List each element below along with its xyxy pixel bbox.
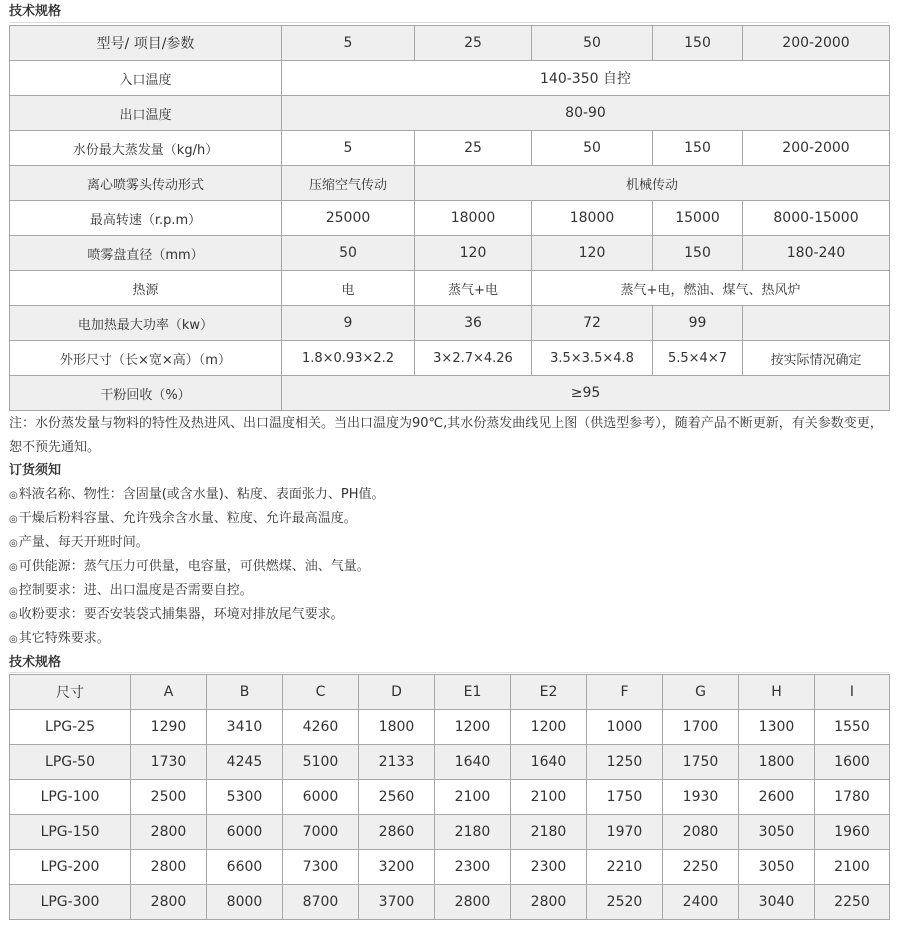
row-label: 离心喷雾头传动形式 — [10, 166, 282, 201]
table-row — [10, 166, 890, 201]
table-cell: 120 — [532, 236, 653, 271]
list-item: ◎干燥后粉料容量、允许残余含水量、粒度、允许最高温度。 — [9, 511, 357, 526]
model-cell: LPG-150 — [10, 815, 131, 850]
spec-table — [9, 25, 890, 411]
table-cell: 80-90 — [282, 96, 890, 131]
table-cell: 2560 — [359, 780, 435, 815]
bullet-icon: ◎ — [9, 514, 18, 525]
heading-divider — [9, 22, 889, 23]
table-row — [10, 271, 890, 306]
table-cell: 2250 — [815, 885, 890, 920]
table-cell: 2100 — [511, 780, 587, 815]
table-cell: 8000 — [207, 885, 283, 920]
table-cell: 140-350 自控 — [282, 61, 890, 96]
table-cell: 1750 — [663, 745, 739, 780]
spec-heading: 技术规格 — [9, 4, 62, 19]
table-cell: 2180 — [511, 815, 587, 850]
header-cell: E1 — [435, 675, 511, 710]
table-cell: 5300 — [207, 780, 283, 815]
row-label: 最高转速（r.p.m） — [10, 201, 282, 236]
spec-header-row — [10, 26, 890, 61]
list-item: ◎可供能源：蒸气压力可供量，电容量，可供燃煤、油、气量。 — [9, 559, 370, 574]
table-cell: 2520 — [587, 885, 663, 920]
model-cell: LPG-50 — [10, 745, 131, 780]
table-cell: 5100 — [283, 745, 359, 780]
bullet-icon: ◎ — [9, 562, 18, 573]
model-cell: LPG-300 — [10, 885, 131, 920]
header-cell: F — [587, 675, 663, 710]
header-cell: H — [739, 675, 815, 710]
table-cell: 按实际情况确定 — [743, 341, 890, 376]
row-label: 出口温度 — [10, 96, 282, 131]
dim-table-body — [10, 710, 890, 920]
bullet-icon: ◎ — [9, 634, 18, 645]
table-cell: 1.8×0.93×2.2 — [282, 341, 415, 376]
table-cell: 180-240 — [743, 236, 890, 271]
table-cell: 25 — [415, 131, 532, 166]
table-row — [10, 745, 890, 780]
table-row — [10, 306, 890, 341]
bullet-icon: ◎ — [9, 538, 18, 549]
table-cell: 15000 — [653, 201, 743, 236]
table-cell: 7300 — [283, 850, 359, 885]
row-label: 电加热最大功率（kw） — [10, 306, 282, 341]
table-cell: 8700 — [283, 885, 359, 920]
header-cell: I — [815, 675, 890, 710]
table-cell: 3410 — [207, 710, 283, 745]
table-cell: 压缩空气传动 — [282, 166, 415, 201]
table-row — [10, 61, 890, 96]
list-item: ◎控制要求：进、出口温度是否需要自控。 — [9, 583, 253, 598]
header-cell: 150 — [653, 26, 743, 61]
table-row — [10, 341, 890, 376]
table-cell: 1750 — [587, 780, 663, 815]
table-cell: 4245 — [207, 745, 283, 780]
table-cell: 1970 — [587, 815, 663, 850]
table-cell: 2300 — [511, 850, 587, 885]
table-cell: 2400 — [663, 885, 739, 920]
table-cell: 1600 — [815, 745, 890, 780]
row-label: 干粉回收（%） — [10, 376, 282, 411]
table-cell: 9 — [282, 306, 415, 341]
table-cell: 7000 — [283, 815, 359, 850]
model-cell: LPG-100 — [10, 780, 131, 815]
table-cell: 200-2000 — [743, 131, 890, 166]
table-cell: 1780 — [815, 780, 890, 815]
bullet-icon: ◎ — [9, 586, 18, 597]
table-cell: 3200 — [359, 850, 435, 885]
table-cell: 机械传动 — [415, 166, 890, 201]
list-item: ◎其它特殊要求。 — [9, 631, 110, 646]
table-cell: 5.5×4×7 — [653, 341, 743, 376]
table-cell: 1200 — [435, 710, 511, 745]
table-cell: 6000 — [283, 780, 359, 815]
header-cell: 25 — [415, 26, 532, 61]
header-cell: 50 — [532, 26, 653, 61]
table-cell: 18000 — [532, 201, 653, 236]
table-cell: 2800 — [435, 885, 511, 920]
spec-note: 注：水份蒸发量与物料的特性及热进风、出口温度相关。当出口温度为90℃,其水份蒸发曲线见上图（供选型参考），随着产品不断更新，有关参数变更，恕不预先通知。 — [9, 416, 883, 455]
table-cell: 18000 — [415, 201, 532, 236]
table-cell: 25000 — [282, 201, 415, 236]
model-cell: LPG-25 — [10, 710, 131, 745]
header-cell: G — [663, 675, 739, 710]
heading-divider — [9, 672, 889, 673]
dimension-table — [9, 674, 890, 920]
header-cell: 5 — [282, 26, 415, 61]
table-cell: 2300 — [435, 850, 511, 885]
dim-heading: 技术规格 — [9, 655, 62, 670]
table-cell: 2800 — [131, 850, 207, 885]
table-row — [10, 815, 890, 850]
table-cell: 3050 — [739, 815, 815, 850]
table-row — [10, 780, 890, 815]
table-cell: 99 — [653, 306, 743, 341]
table-cell: 3.5×3.5×4.8 — [532, 341, 653, 376]
table-cell: 1200 — [511, 710, 587, 745]
table-cell: 50 — [282, 236, 415, 271]
table-cell: 4260 — [283, 710, 359, 745]
table-row — [10, 201, 890, 236]
header-cell: 型号/ 项目/参数 — [10, 26, 282, 61]
table-cell: 2180 — [435, 815, 511, 850]
table-cell: 2100 — [435, 780, 511, 815]
header-cell: C — [283, 675, 359, 710]
table-cell — [743, 306, 890, 341]
header-cell: 200-2000 — [743, 26, 890, 61]
table-cell: 电 — [282, 271, 415, 306]
table-cell: 1700 — [663, 710, 739, 745]
table-cell: 3040 — [739, 885, 815, 920]
bullet-icon: ◎ — [9, 490, 18, 501]
table-row — [10, 131, 890, 166]
table-row — [10, 885, 890, 920]
table-cell: 6600 — [207, 850, 283, 885]
table-cell: 2600 — [739, 780, 815, 815]
table-cell: 6000 — [207, 815, 283, 850]
table-row — [10, 376, 890, 411]
table-cell: 36 — [415, 306, 532, 341]
table-cell: 8000-15000 — [743, 201, 890, 236]
table-row — [10, 236, 890, 271]
table-cell: 2133 — [359, 745, 435, 780]
table-row — [10, 710, 890, 745]
row-label: 热源 — [10, 271, 282, 306]
table-cell: 蒸气+电，燃油、煤气、热风炉 — [532, 271, 890, 306]
table-cell: 1730 — [131, 745, 207, 780]
table-cell: 1800 — [359, 710, 435, 745]
order-list — [9, 483, 889, 651]
list-item: ◎料液名称、物性：含固量(或含水量)、粘度、表面张力、PH值。 — [9, 487, 385, 502]
table-cell: 120 — [415, 236, 532, 271]
table-row — [10, 96, 890, 131]
table-cell: 1000 — [587, 710, 663, 745]
table-cell: 蒸气+电 — [415, 271, 532, 306]
header-cell: D — [359, 675, 435, 710]
table-cell: 150 — [653, 236, 743, 271]
table-cell: 3700 — [359, 885, 435, 920]
header-cell: E2 — [511, 675, 587, 710]
list-item: ◎收粉要求：要否安装袋式捕集器，环境对排放尾气要求。 — [9, 607, 344, 622]
table-cell: 2860 — [359, 815, 435, 850]
dim-header-row — [10, 675, 890, 710]
table-cell: 2800 — [131, 815, 207, 850]
table-cell: 3×2.7×4.26 — [415, 341, 532, 376]
row-label: 入口温度 — [10, 61, 282, 96]
table-cell: 2100 — [815, 850, 890, 885]
table-cell: 2800 — [511, 885, 587, 920]
table-cell: 1800 — [739, 745, 815, 780]
table-cell: 2500 — [131, 780, 207, 815]
row-label: 喷雾盘直径（mm） — [10, 236, 282, 271]
header-cell: A — [131, 675, 207, 710]
model-cell: LPG-200 — [10, 850, 131, 885]
table-cell: 1930 — [663, 780, 739, 815]
table-cell: 150 — [653, 131, 743, 166]
table-cell: 3050 — [739, 850, 815, 885]
table-cell: 1960 — [815, 815, 890, 850]
table-cell: 72 — [532, 306, 653, 341]
table-cell: ≥95 — [282, 376, 890, 411]
row-label: 水份最大蒸发量（kg/h） — [10, 131, 282, 166]
table-cell: 1300 — [739, 710, 815, 745]
table-cell: 1640 — [435, 745, 511, 780]
bullet-icon: ◎ — [9, 610, 18, 621]
table-cell: 1290 — [131, 710, 207, 745]
table-cell: 1250 — [587, 745, 663, 780]
table-cell: 50 — [532, 131, 653, 166]
row-label: 外形尺寸（长×宽×高）（m） — [10, 341, 282, 376]
table-cell: 1640 — [511, 745, 587, 780]
order-heading: 订货须知 — [9, 463, 62, 478]
table-cell: 2800 — [131, 885, 207, 920]
header-cell: B — [207, 675, 283, 710]
list-item: ◎产量、每天开班时间。 — [9, 535, 149, 550]
table-cell: 2080 — [663, 815, 739, 850]
table-cell: 1550 — [815, 710, 890, 745]
header-cell: 尺寸 — [10, 675, 131, 710]
table-cell: 5 — [282, 131, 415, 166]
table-row — [10, 850, 890, 885]
table-cell: 2250 — [663, 850, 739, 885]
table-cell: 2210 — [587, 850, 663, 885]
